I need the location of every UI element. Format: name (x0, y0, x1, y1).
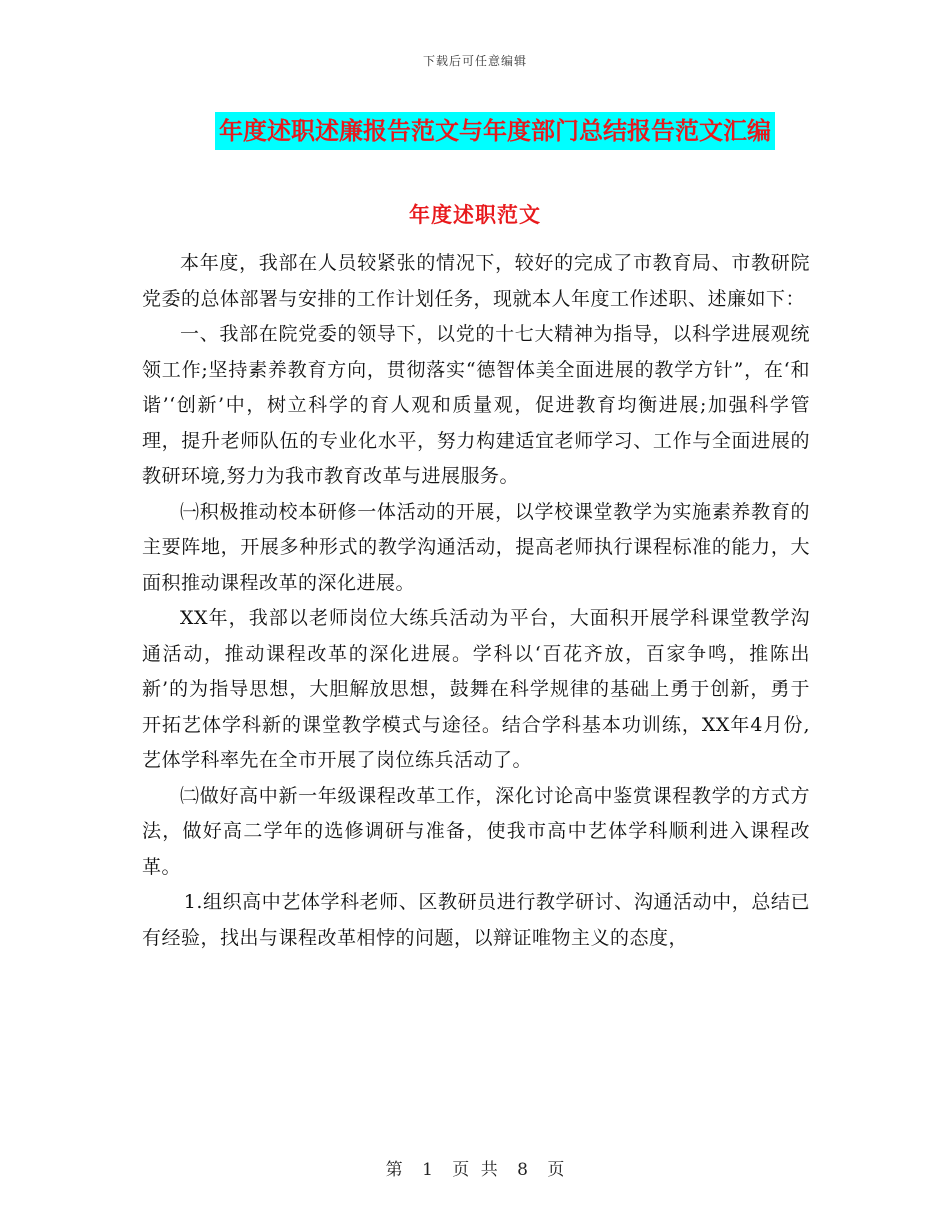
footer-suffix: 页 (547, 1160, 565, 1180)
paragraph-section-one: 一、我部在院党委的领导下，以党的十七大精神为指导，以科学进展观统领工作;坚持素养教育方向，贯彻落实“德智体美全面进展的教学方针”，在‘和谐’‘创新’中，树立科学的育人观和质量观，促进教育均衡进展;加强科学管理，提升老师队伍的专业化水平，努力构建适宜老师学习、工作与全面进展的教研环境,努力为我市教育改革与进展服务。 (142, 323, 810, 487)
page-footer (0, 1155, 950, 1180)
paragraph-item-one: 1.组织高中艺体学科老师、区教研员进行教学研讨、沟通活动中，总结已有经验，找出与课程改革相悖的问题，以辩证唯物主义的态度， (142, 891, 810, 949)
paragraph-intro: 本年度，我部在人员较紧张的情况下，较好的完成了市教育局、市教研院党委的总体部署与安排的工作计划任务，现就本人年度工作述职、述廉如下： (142, 252, 810, 310)
paragraph-subsection-one: ㈠积极推动校本研修一体活动的开展，以学校课堂教学为实施素养教育的主要阵地，开展多种形式的教学沟通活动，提高老师执行课程标准的能力，大面积推动课程改革的深化进展。 (142, 500, 810, 594)
footer-middle: 页 共 (452, 1160, 498, 1180)
paragraph-subsection-two: ㈡做好高中新一年级课程改革工作，深化讨论高中鉴赏课程教学的方式方法，做好高二学年的选修调研与准备，使我市高中艺体学科顺利进入课程改革。 (142, 784, 810, 878)
section-title: 年度述职范文 (409, 202, 541, 227)
main-title-container (0, 112, 950, 150)
footer-total-pages: 8 (517, 1160, 528, 1180)
page-header-note: 下载后可任意编辑 (422, 54, 527, 68)
paragraph-xx-year: XX年，我部以老师岗位大练兵活动为平台，大面积开展学科课堂教学沟通活动，推动课程改革的深化进展。学科以‘百花齐放，百家争鸣，推陈出新’的为指导思想，大胆解放思想，鼓舞在科学规律的基础上勇于创新，勇于开拓艺体学科新的课堂教学模式与途径。结合学科基本功训练，XX年4月份,艺体学科率先在全市开展了岗位练兵活动了。 (142, 607, 810, 771)
document-body (142, 246, 810, 956)
footer-current-page: 1 (422, 1160, 433, 1180)
footer-prefix: 第 (385, 1160, 403, 1180)
document-main-title: 年度述职述廉报告范文与年度部门总结报告范文汇编 (215, 112, 775, 150)
